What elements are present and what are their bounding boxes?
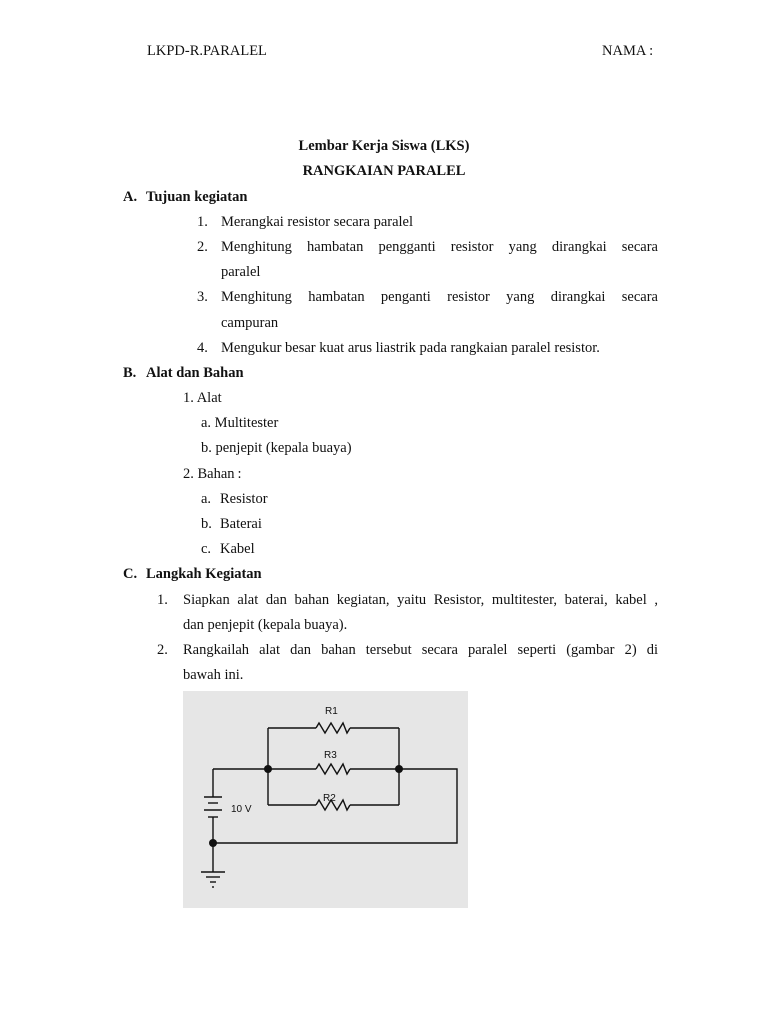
section-c-heading: Langkah Kegiatan (146, 566, 262, 582)
bahan-title: 2. Bahan : (183, 466, 242, 482)
list-item-letter: b. (201, 516, 212, 532)
section-b-heading: Alat dan Bahan (146, 365, 244, 381)
label-source-voltage: 10 V (231, 804, 252, 815)
header-name-field: NAMA : (602, 43, 654, 59)
resistor-r1 (316, 723, 350, 733)
list-item: Menghitung hambatan penganti resistor yang dirangkai secara (221, 289, 658, 305)
list-item: a. Multitester (201, 415, 279, 431)
label-r3: R3 (324, 750, 337, 761)
page-title: Lembar Kerja Siswa (LKS) (298, 138, 470, 154)
list-item: Merangkai resistor secara paralel (221, 214, 414, 230)
list-item-number: 2. (157, 642, 168, 658)
list-item-number: 3. (197, 289, 208, 305)
junction-node (209, 839, 217, 847)
list-item-number: 4. (197, 340, 208, 356)
page-subtitle: RANGKAIAN PARALEL (302, 163, 466, 179)
list-item: Mengukur besar kuat arus liastrik pada rangkaian paralel resistor. (221, 340, 600, 356)
list-item: Rangkailah alat dan bahan tersebut secara paralel seperti (gambar 2) di (183, 642, 658, 658)
junction-node (395, 765, 403, 773)
list-item-letter: c. (201, 541, 212, 557)
label-r2: R2 (323, 793, 336, 804)
section-a-label: A. (123, 189, 138, 205)
section-a-heading: Tujuan kegiatan (146, 189, 248, 205)
section-c-label: C. (123, 566, 138, 582)
list-item: Kabel (220, 541, 255, 557)
list-item-number: 1. (197, 214, 208, 230)
resistor-r3 (316, 764, 350, 774)
alat-title: 1. Alat (183, 390, 222, 406)
list-item: b. penjepit (kepala buaya) (201, 440, 352, 456)
list-item-continuation: dan penjepit (kepala buaya). (183, 617, 348, 633)
header-doc-code: LKPD-R.PARALEL (147, 43, 267, 59)
list-item-continuation: bawah ini. (183, 667, 244, 683)
list-item: Siapkan alat dan bahan kegiatan, yaitu Resistor, multitester, baterai, kabel , (183, 592, 658, 608)
circuit-diagram (183, 691, 468, 908)
circuit-schematic (183, 691, 468, 908)
label-r1: R1 (325, 706, 338, 717)
junction-node (264, 765, 272, 773)
list-item-number: 2. (197, 239, 208, 255)
list-item: Resistor (220, 491, 268, 507)
list-item-continuation: paralel (221, 264, 261, 280)
list-item-number: 1. (157, 592, 168, 608)
list-item: Menghitung hambatan pengganti resistor yang dirangkai secara (221, 239, 658, 255)
list-item-letter: a. (201, 491, 212, 507)
list-item: Baterai (220, 516, 262, 532)
section-b-label: B. (123, 365, 137, 381)
list-item-continuation: campuran (221, 315, 279, 331)
